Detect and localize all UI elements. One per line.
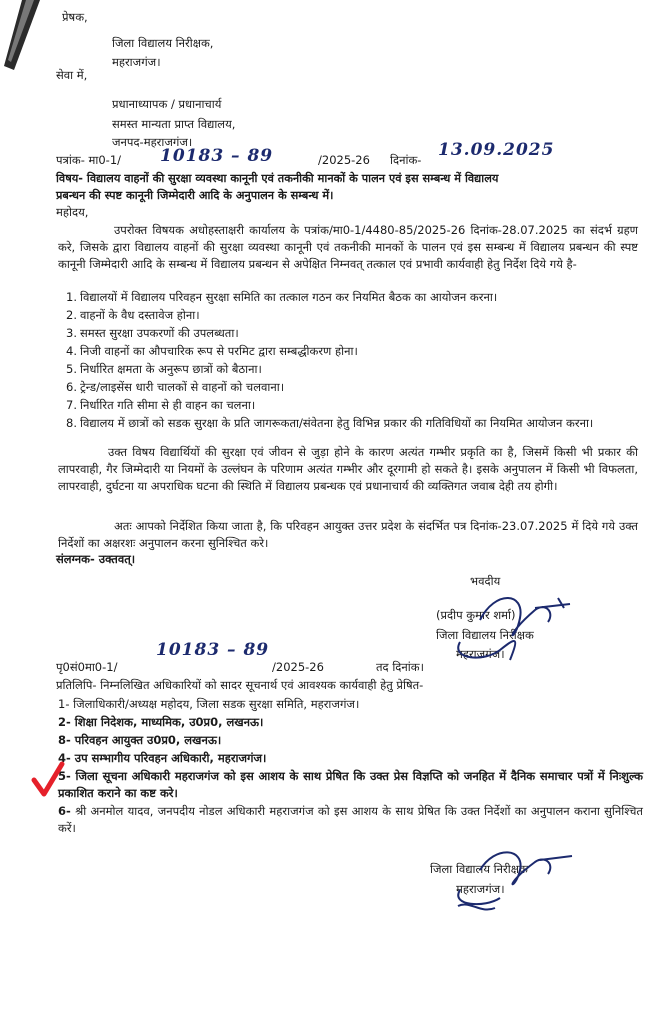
instruction-item: 1. विद्यालयों में विद्यालय परिवहन सुरक्षा समिति का तत्काल गठन कर नियमित बैठक का आयोजन करना। xyxy=(66,290,498,304)
copy-item: 4- उप सम्भागीय परिवहन अधिकारी, महराजगंज। xyxy=(58,751,267,765)
instruction-list xyxy=(58,289,643,433)
salutation: महोदय, xyxy=(56,205,89,219)
sender-name: जिला विद्यालय निरीक्षक, xyxy=(112,36,214,50)
signatory-designation: जिला विद्यालय निरीक्षक xyxy=(436,628,534,642)
recipient-line3: जनपद-महराजगंज। xyxy=(112,135,193,149)
instruction-item: 6. ट्रेन्ड/लाइसेंस धारी चालकों से वाहनों को चलवाना। xyxy=(66,380,285,394)
copy-item: 1- जिलाधिकारी/अध्यक्ष महोदय, जिला सडक सुरक्षा समिति, महराजगंज। xyxy=(58,697,360,711)
instruction-item: 4. निजी वाहनों का औपचारिक रूप से परमिट द्वारा सम्बद्धीकरण होना। xyxy=(66,344,358,358)
signature-scribble-2 xyxy=(440,840,580,920)
copy-ref-prefix: पृ0सं0मा0-1/ xyxy=(56,660,118,674)
ref-date-label: दिनांक- xyxy=(390,153,422,167)
signatory-name: (प्रदीप कुमार शर्मा) xyxy=(436,608,516,622)
copy-intro: प्रतिलिपि- निम्नलिखित अधिकारियों को सादर सूचनार्थ एवं आवश्यक कार्यवाही हेतु प्रेषित- xyxy=(56,678,424,692)
instruction-item: 5. निर्धारित क्षमता के अनुरूप छात्रों को बैठाना। xyxy=(66,362,262,376)
body-paragraph-1: उपरोक्त विषयक अधोहस्ताक्षरी कार्यालय के पत्रांक/मा0-1/4480-85/2025-26 दिनांक-28.07.2025 का संदर्भ ग्रहण करे, जिसके द्वारा विद्यालय वाहनों की सुरक्षा व्यवस्था कानूनी एवं तकनीकी मानकों के पालन एवं इस सम्बन्ध में विद्यालय प्रबन्धन की स्पष्ट कानूनी जिम्मेदारी आदि के सम्बन्ध में विद्यालय प्रबन्धन से अपेक्षित निम्नवत् तत्काल एवं प्रभावी कार्यवाही हेतु निर्देश दिये गये है- xyxy=(58,223,638,271)
body-paragraph-2: उक्त विषय विद्यार्थियों की सुरक्षा एवं जीवन से जुड़ा होने के कारण अत्यंत गम्भीर प्रकृति का है, जिसमें किसी भी प्रकार की लापरवाही, गैर जिम्मेदारी या नियमों के उल्लंघन के परिणाम अत्यंत गम्भीर और दूरगामी हो सकते है। इसके अनुपालन में किसी भी विफलता, लापरवाही, दुर्घटना या अपराधिक घटना की स्थिति में विद्यालय प्रबन्धक एवं प्रधानाचार्य की व्यक्तिगत जवाब देही तय होगी। xyxy=(58,445,638,493)
copy-item: 8- परिवहन आयुक्त उ0प्र0, लखनऊ। xyxy=(58,733,222,747)
signatory-place: महराजगंज। xyxy=(456,647,505,661)
body-paragraph-3: अतः आपको निर्देशित किया जाता है, कि परिवहन आयुक्त उत्तर प्रदेश के संदर्भित पत्र दिनांक-23.07.2025 में दिये गये उक्त निर्देशों का अक्षरशः अनुपालन करना सुनिश्चित करे। xyxy=(58,519,638,550)
copy-item: 6- श्री अनमोल यादव, जनपदीय नोडल अधिकारी महराजगंज को इस आशय के साथ प्रेषित कि उक्त निर्देशों का अनुपालन कराना सुनिश्चित करें। xyxy=(58,804,643,835)
ref-date-handwritten: 13.09.2025 xyxy=(438,140,555,160)
recipient-line1: प्रधानाध्यापक / प्रधानाचार्य xyxy=(112,97,222,111)
instruction-item: 7. निर्धारित गति सीमा से ही वाहन का चलना। xyxy=(66,398,256,412)
signature-scribble-1 xyxy=(440,580,580,670)
signatory2-place: महराजगंज। xyxy=(456,882,505,896)
sender-place: महराजगंज। xyxy=(112,55,161,69)
recipient-line2: समस्त मान्यता प्राप्त विद्यालय, xyxy=(112,117,236,131)
instruction-item: 2. वाहनों के वैध दस्तावेज होना। xyxy=(66,308,200,322)
signatory2-designation: जिला विद्यालय निरीक्षक xyxy=(430,862,528,876)
enclosure: संलग्नक- उक्तवत्। xyxy=(56,552,136,566)
closing: भवदीय xyxy=(470,574,501,588)
instruction-item: 8. विद्यालय में छात्रों को सडक सुरक्षा के प्रति जागरूकता/संवेतना हेतु विभिन्न प्रकार की गतिविधियों का नियमित आयोजन करना। xyxy=(66,416,594,430)
copy-ref-year: /2025-26 xyxy=(272,660,324,674)
subject-line1: विषय- विद्यालय वाहनों की सुरक्षा व्यवस्था कानूनी एवं तकनीकी मानकों के पालन एवं इस सम्बन्ध में विद्यालय xyxy=(56,172,499,185)
ref-prefix: पत्रांक- मा0-1/ xyxy=(56,153,122,167)
copy-item: 5- जिला सूचना अधिकारी महराजगंज को इस आशय के साथ प्रेषित कि उक्त प्रेस विज्ञप्ति को जनहित में दैनिक समाचार पत्रों में निःशुल्क प्रकाशित कराने का कष्ट करे। xyxy=(58,769,643,800)
check-mark-icon xyxy=(30,760,66,800)
ref-year: /2025-26 xyxy=(318,153,370,167)
copy-ref-date-label: तद दिनांक। xyxy=(376,660,424,674)
to-label: सेवा में, xyxy=(56,68,88,82)
copy-list xyxy=(58,696,643,838)
sender-label: प्रेषक, xyxy=(62,10,88,24)
copy-item: 2- शिक्षा निदेशक, माध्यमिक, उ0प्र0, लखनऊ। xyxy=(58,715,264,729)
subject-line2: प्रबन्धन की स्पष्ट कानूनी जिम्मेदारी आदि के अनुपालन के सम्बन्ध में। xyxy=(56,189,334,202)
pen-icon xyxy=(0,0,50,75)
copy-ref-number-handwritten: 10183 – 89 xyxy=(156,640,270,660)
ref-number-handwritten: 10183 – 89 xyxy=(160,146,274,166)
instruction-item: 3. समस्त सुरक्षा उपकरणों की उपलब्धता। xyxy=(66,326,239,340)
